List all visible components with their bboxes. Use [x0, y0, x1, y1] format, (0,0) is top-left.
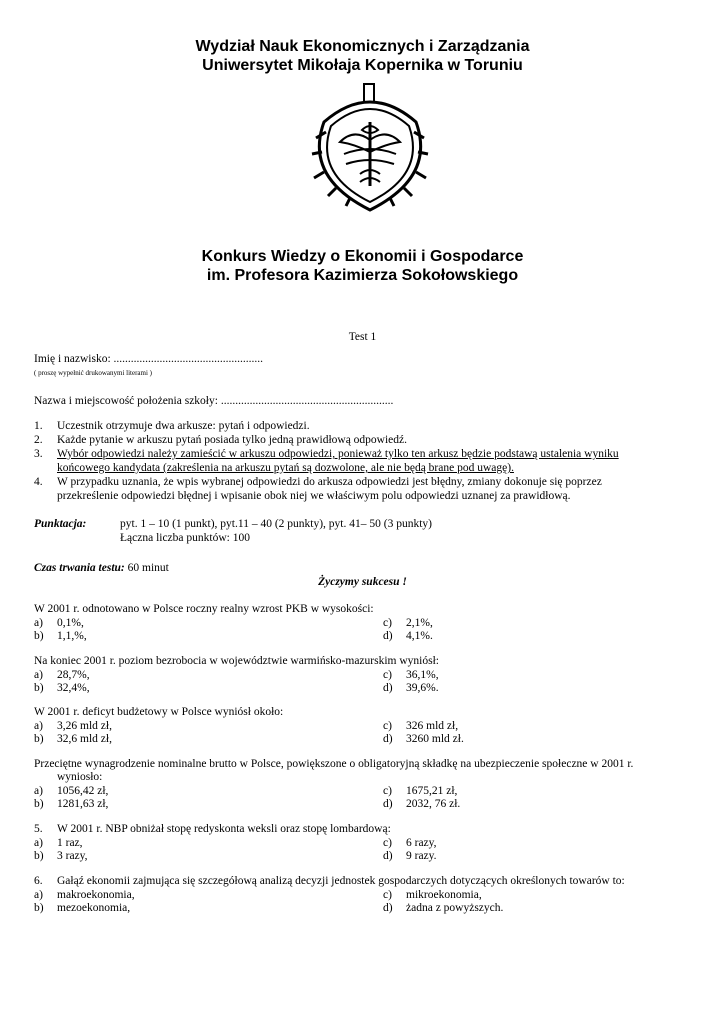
option-a: 28,7%,	[57, 669, 90, 681]
option-a: 1 raz,	[57, 837, 83, 849]
option-b: 1,1,%,	[57, 630, 87, 642]
good-luck-wish: Życzymy sukcesu !	[318, 576, 407, 588]
option-b: 1281,63 zł,	[57, 798, 109, 810]
option-d: żadna z powyższych.	[406, 902, 504, 914]
option-letter: b)	[34, 733, 44, 745]
option-letter: a)	[34, 720, 43, 732]
option-b: mezoekonomia,	[57, 902, 131, 914]
question-text: Na koniec 2001 r. poziom bezrobocia w województwie warmińsko-mazurskim wyniósł:	[34, 655, 439, 667]
rule-text: Każde pytanie w arkuszu pytań posiada tylko jedną prawidłową odpowiedź.	[57, 434, 408, 446]
option-letter: a)	[34, 785, 43, 797]
rule-text: Wybór odpowiedzi należy zamieścić w arkuszu odpowiedzi, ponieważ tylko ten arkusz będzie podstawą ustalenia wyniku	[57, 448, 619, 460]
option-letter: a)	[34, 617, 43, 629]
option-c: 326 mld zł,	[406, 720, 459, 732]
option-a: makroekonomia,	[57, 889, 135, 901]
option-c: 36,1%,	[406, 669, 439, 681]
option-a: 3,26 mld zł,	[57, 720, 112, 732]
option-c: mikroekonomia,	[406, 889, 482, 901]
option-letter: c)	[383, 720, 392, 732]
option-b: 3 razy,	[57, 850, 88, 862]
scoring-total: Łączna liczba punktów: 100	[120, 532, 250, 544]
option-letter: b)	[34, 902, 44, 914]
contest-subtitle: im. Profesora Kazimierza Sokołowskiego	[206, 267, 519, 284]
option-d: 3260 mld zł.	[406, 733, 464, 745]
option-a: 1056,42 zł,	[57, 785, 109, 797]
option-letter: d)	[383, 798, 393, 810]
name-field-hint: ( proszę wypełnić drukowanymi literami )	[34, 369, 152, 377]
contest-title: Konkurs Wiedzy o Ekonomii i Gospodarce	[201, 248, 524, 265]
option-b: 32,4%,	[57, 682, 90, 694]
option-letter: c)	[383, 889, 392, 901]
university-emblem-logo	[304, 82, 436, 214]
rule-text: Uczestnik otrzymuje dwa arkusze: pytań i odpowiedzi.	[57, 420, 310, 432]
option-letter: a)	[34, 837, 43, 849]
question-text-continued: wyniosło:	[57, 771, 103, 783]
option-letter: b)	[34, 798, 44, 810]
question-text: W 2001 r. deficyt budżetowy w Polsce wyniósł około:	[34, 706, 284, 718]
option-letter: d)	[383, 733, 393, 745]
option-letter: c)	[383, 617, 392, 629]
faculty-name: Wydział Nauk Ekonomicznych i Zarządzania	[195, 38, 530, 55]
option-letter: b)	[34, 850, 44, 862]
scoring-breakdown: pyt. 1 – 10 (1 punkt), pyt.11 – 40 (2 punkty), pyt. 41– 50 (3 punkty)	[120, 518, 432, 530]
option-c: 2,1%,	[406, 617, 433, 629]
option-letter: a)	[34, 889, 43, 901]
duration	[34, 562, 169, 575]
option-d: 4,1%.	[406, 630, 433, 642]
rule-number: 1.	[34, 420, 43, 432]
option-letter: c)	[383, 669, 392, 681]
question-text: W 2001 r. odnotowano w Polsce roczny realny wzrost PKB w wysokości:	[34, 603, 374, 615]
rule-text-continued: końcowego kandydata (zakreślenia na arkuszu pytań są dozwolone, ale nie będą brane pod uwagę).	[57, 462, 514, 474]
option-c: 1675,21 zł,	[406, 785, 458, 797]
school-field: Nazwa i miejscowość położenia szkoły: ............................................................	[34, 395, 394, 407]
option-d: 39,6%.	[406, 682, 439, 694]
question-text: W 2001 r. NBP obniżał stopę redyskonta weksli oraz stopę lombardową:	[57, 823, 391, 835]
question-text: Przeciętne wynagrodzenie nominalne brutto w Polsce, powiększone o obligatoryjną składkę na ubezpieczenie społeczne w 2001 r.	[34, 758, 634, 770]
option-b: 32,6 mld zł,	[57, 733, 112, 745]
question-text: Gałąź ekonomii zajmująca się szczegółową analizą decyzji jednostek gospodarczych dotyczących określonych towarów to:	[57, 875, 625, 887]
rule-text: W przypadku uznania, że wpis wybranej odpowiedzi do arkusza odpowiedzi jest błędny, zmiany dokonuje się poprzez	[57, 476, 602, 488]
name-field: Imię i nazwisko: ....................................................	[34, 353, 264, 365]
duration-value: 60 minut	[124, 562, 169, 574]
option-letter: c)	[383, 837, 392, 849]
option-letter: d)	[383, 630, 393, 642]
test-label: Test 1	[348, 331, 377, 343]
question-number: 5.	[34, 823, 43, 835]
scoring-label: Punktacja:	[34, 518, 87, 530]
option-letter: d)	[383, 902, 393, 914]
option-letter: a)	[34, 669, 43, 681]
duration-label: Czas trwania testu:	[34, 562, 125, 574]
option-d: 9 razy.	[406, 850, 437, 862]
option-letter: c)	[383, 785, 392, 797]
option-letter: b)	[34, 630, 44, 642]
option-letter: b)	[34, 682, 44, 694]
university-name: Uniwersytet Mikołaja Kopernika w Toruniu	[202, 57, 523, 74]
option-letter: d)	[383, 682, 393, 694]
option-letter: d)	[383, 850, 393, 862]
rule-text-continued: przekreślenie odpowiedzi błędnej i wpisanie obok niej we właściwym polu odpowiedzi uznanej za prawidłową.	[57, 490, 571, 502]
option-c: 6 razy,	[406, 837, 437, 849]
rule-number: 2.	[34, 434, 43, 446]
rule-number: 4.	[34, 476, 43, 488]
option-d: 2032, 76 zł.	[406, 798, 461, 810]
question-number: 6.	[34, 875, 43, 887]
option-a: 0,1%,	[57, 617, 84, 629]
rule-number: 3.	[34, 448, 43, 460]
